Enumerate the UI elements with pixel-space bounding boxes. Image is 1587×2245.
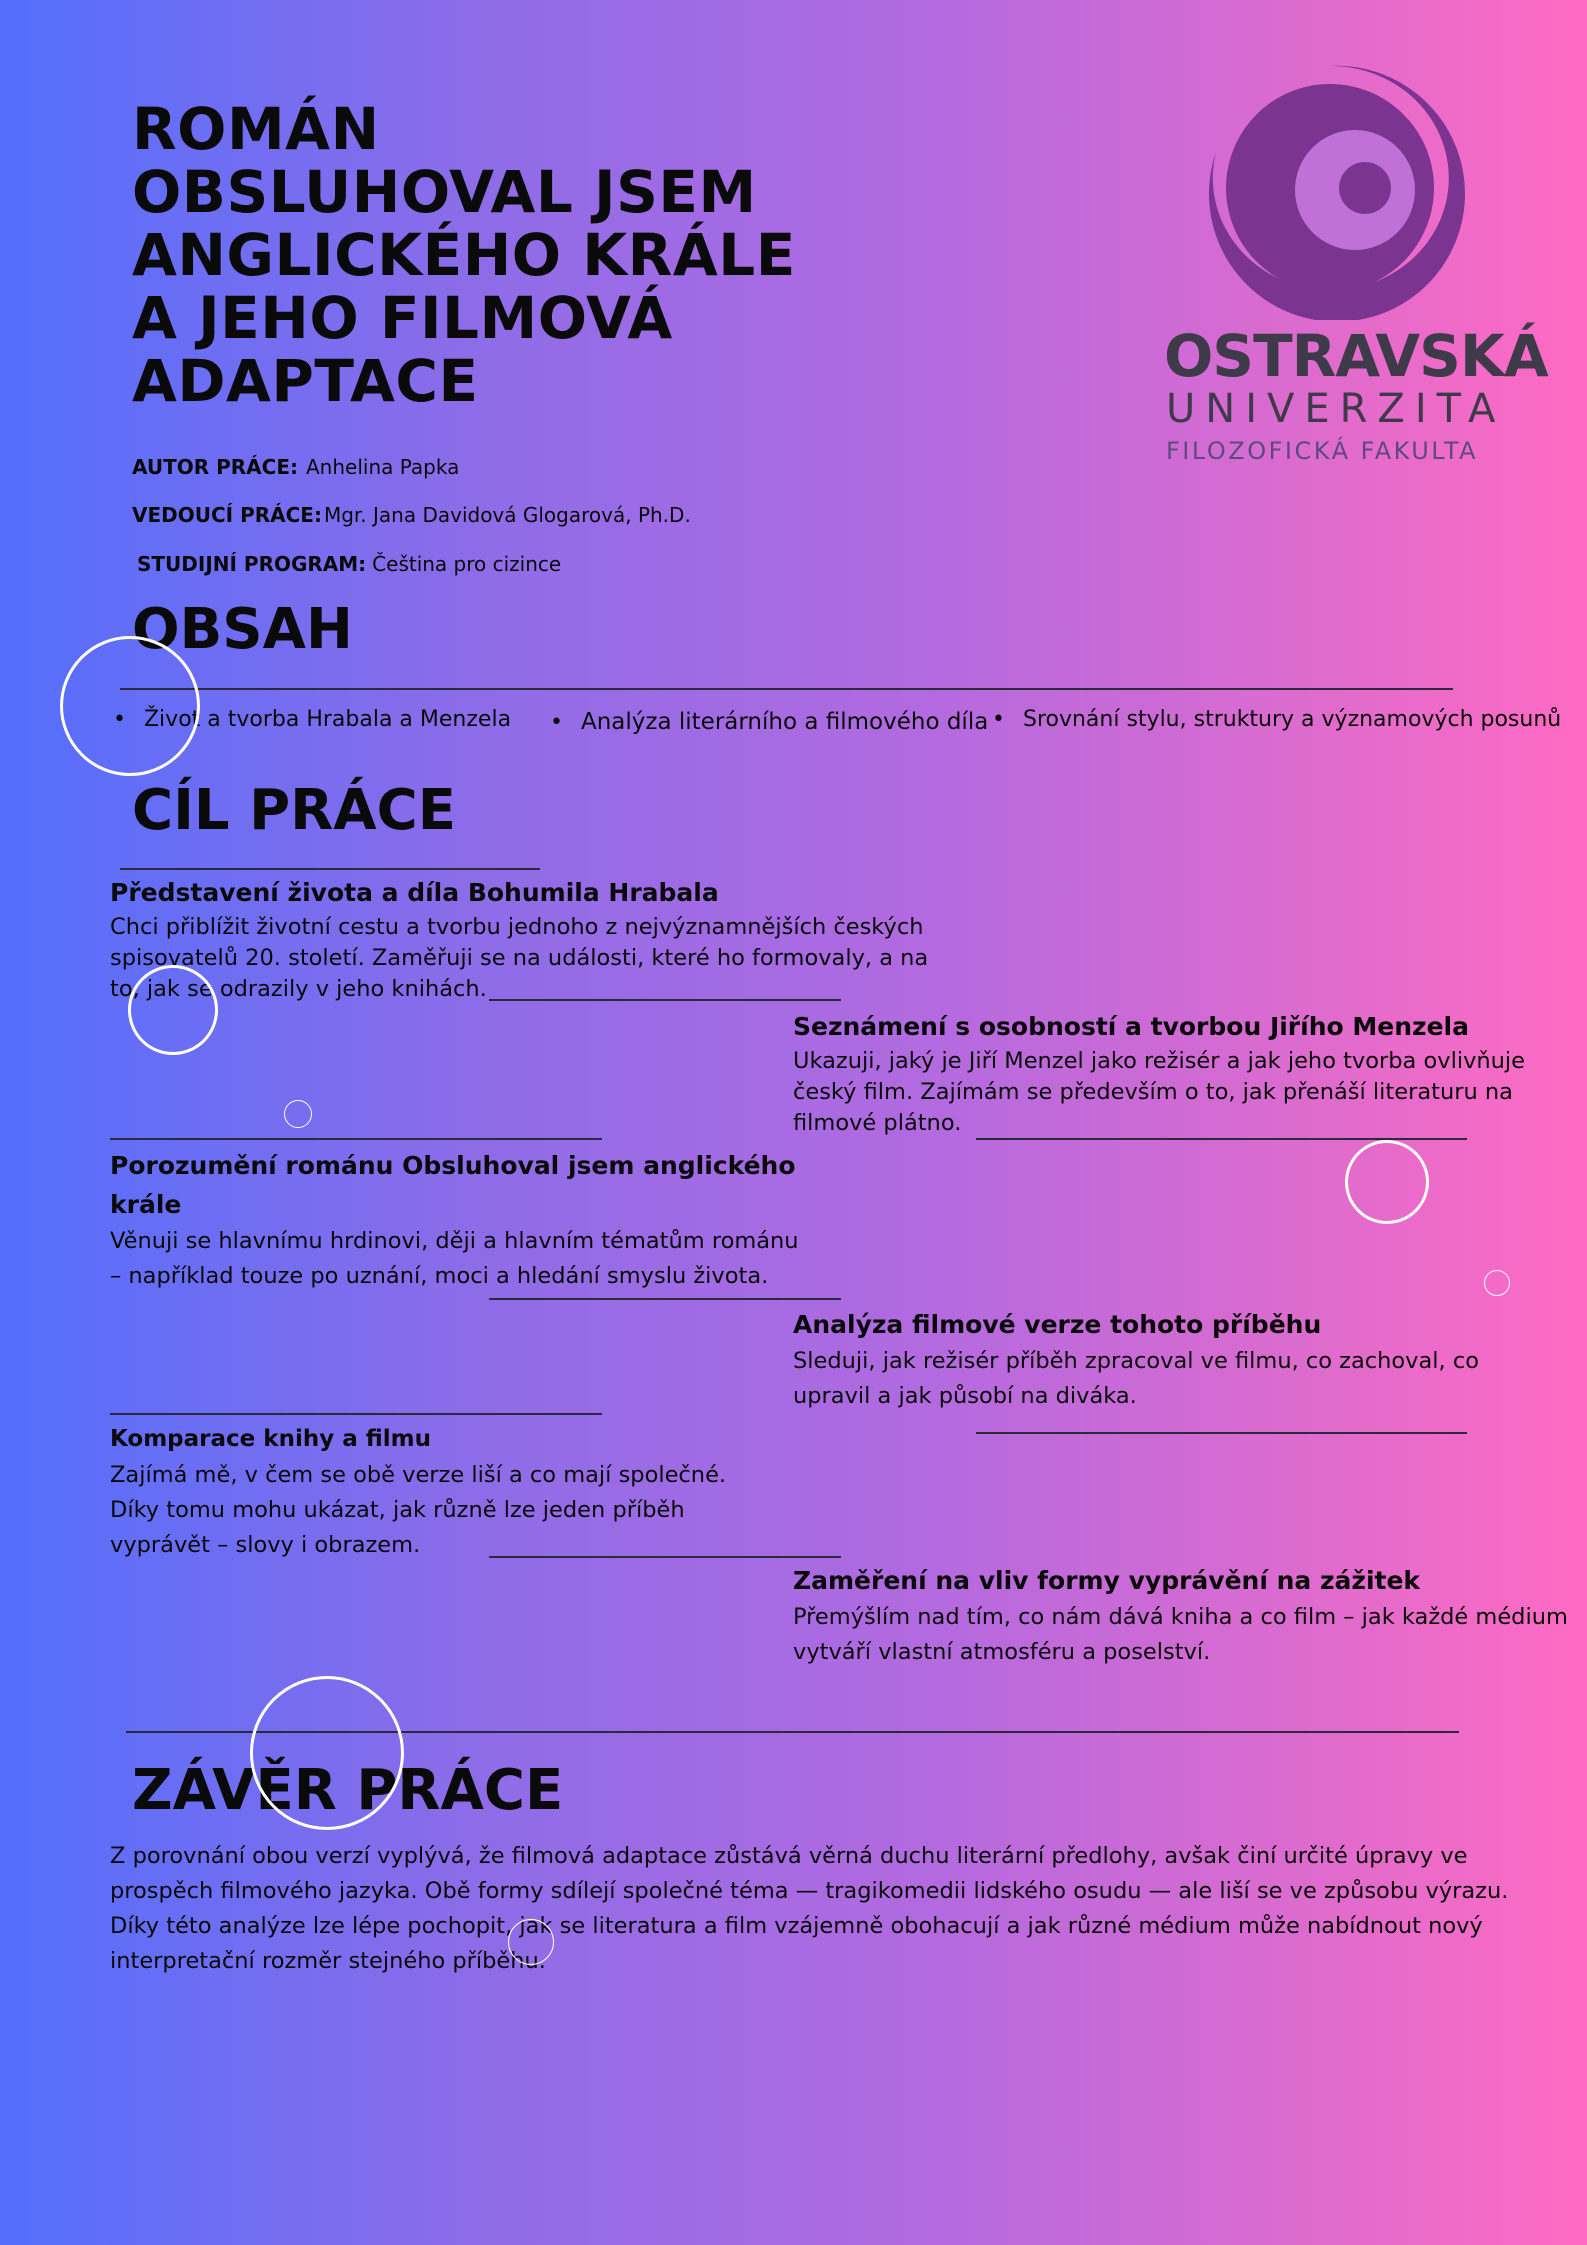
decorative-circle-icon [284, 1100, 312, 1128]
goal-text: Věnuji se hlavnímu hrdinovi, ději a hlavním tématům románu – například touze po uznání, moci a hledání smyslu života. [110, 1228, 799, 1289]
goal-text: Přemýšlím nad tím, co nám dává kniha a co film – jak každé médium vytváří vlastní atmosféru a poselství. [793, 1604, 1568, 1665]
goal-title: Analýza filmové verze tohoto příběhu [793, 1310, 1322, 1339]
decorative-circle-icon [250, 1676, 404, 1830]
goal-title: Seznámení s osobností a tvorbou Jiřího Menzela [793, 1012, 1469, 1041]
goals-heading: CÍL PRÁCE [132, 778, 456, 843]
contents-divider [120, 688, 1453, 690]
goal-divider [110, 1413, 602, 1415]
logo-faculty: FILOZOFICKÁ FAKULTA [1166, 437, 1479, 465]
contents-item: • Analýza literárního a filmového díla [550, 709, 988, 735]
program-value: Čeština pro cizince [372, 552, 562, 576]
spiral-logo-icon [1160, 60, 1500, 320]
goal-item [793, 1562, 1568, 1670]
goal-item [110, 1420, 730, 1563]
goal-title: Porozumění románu Obsluhoval jsem anglického krále [110, 1151, 796, 1219]
supervisor-value: Mgr. Jana Davidová Glogarová, Ph.D. [323, 503, 691, 527]
goal-item [793, 1008, 1538, 1139]
goal-text: Sleduji, jak režisér příběh zpracoval ve filmu, co zachoval, co upravil a jak působí na diváka. [793, 1348, 1479, 1409]
goal-divider [489, 1298, 841, 1300]
decorative-circle-icon [1345, 1140, 1429, 1224]
decorative-circle-icon [1484, 1270, 1510, 1296]
decorative-circle-icon [60, 636, 200, 776]
author-row [132, 455, 459, 479]
decorative-circle-icon [508, 1919, 554, 1965]
title-line: ANGLICKÉHO KRÁLE [132, 221, 796, 289]
goal-item [110, 874, 930, 1005]
contents-item: • Život a tvorba Hrabala a Menzela [113, 707, 511, 732]
goal-divider [489, 1556, 841, 1558]
university-logo [1160, 60, 1548, 470]
goal-item [793, 1306, 1513, 1414]
goal-title: Představení života a díla Bohumila Hrabala [110, 878, 719, 907]
author-value: Anhelina Papka [306, 455, 460, 479]
supervisor-label: VEDOUCÍ PRÁCE: [132, 503, 322, 527]
conclusion-heading: ZÁVĚR PRÁCE [132, 1758, 564, 1823]
goals-divider [120, 868, 540, 870]
goal-text: Ukazuji, jaký je Jiří Menzel jako režisér a jak jeho tvorba ovlivňuje český film. Zajímám se především o to, jak přenáší literaturu na filmové plátno. [793, 1048, 1525, 1136]
title-line: A JEHO FILMOVÁ [132, 284, 673, 352]
goal-divider [976, 1432, 1467, 1434]
title-line: OBSLUHOVAL JSEM [132, 158, 757, 226]
goal-title: Komparace knihy a filmu [110, 1426, 432, 1452]
decorative-circle-icon [128, 965, 218, 1055]
contents-item: • Srovnání stylu, struktury a významových posunů [992, 707, 1561, 732]
goal-divider [976, 1138, 1467, 1140]
goal-item [110, 1146, 800, 1294]
goal-divider [110, 1138, 602, 1140]
poster-title [132, 95, 892, 415]
supervisor-row [132, 503, 691, 527]
author-label: AUTOR PRÁCE: [132, 455, 298, 479]
goal-text: Chci přiblížit životní cestu a tvorbu jednoho z nejvýznamnějších českých spisovatelů 20. století. Zaměřuji se na události, které ho formovaly, a na to, jak se odrazily v jeho knihách. [110, 914, 929, 1002]
logo-name-line1: OSTRAVSKÁ [1164, 322, 1548, 390]
goal-text: Zajímá mě, v čem se obě verze liší a co mají společné. Díky tomu mohu ukázat, jak různě lze jeden příběh vyprávět – slovy i obrazem. [110, 1462, 727, 1558]
program-row [137, 552, 561, 576]
conclusion-text: Z porovnání obou verzí vyplývá, že filmová adaptace zůstává věrná duchu literární předlohy, avšak činí určité úpravy ve prospěch filmového jazyka. Obě formy sdílejí společné téma — tragikomedii lidského osudu — ale liší se ve způsobu výrazu. Díky této analýze lze lépe pochopit, jak se literatura a film vzájemně obohacují a jak různé médium může nabídnout nový interpretační rozměr stejného příběhu. [110, 1843, 1509, 1974]
title-line: ROMÁN [132, 95, 380, 163]
title-line: ADAPTACE [132, 347, 479, 415]
contents-heading: OBSAH [132, 597, 353, 662]
goal-divider [489, 999, 841, 1001]
logo-name-line2: UNIVERZITA [1166, 386, 1506, 432]
program-label: STUDIJNÍ PROGRAM: [137, 552, 367, 576]
goal-title: Zaměření na vliv formy vyprávění na zážitek [793, 1566, 1421, 1595]
